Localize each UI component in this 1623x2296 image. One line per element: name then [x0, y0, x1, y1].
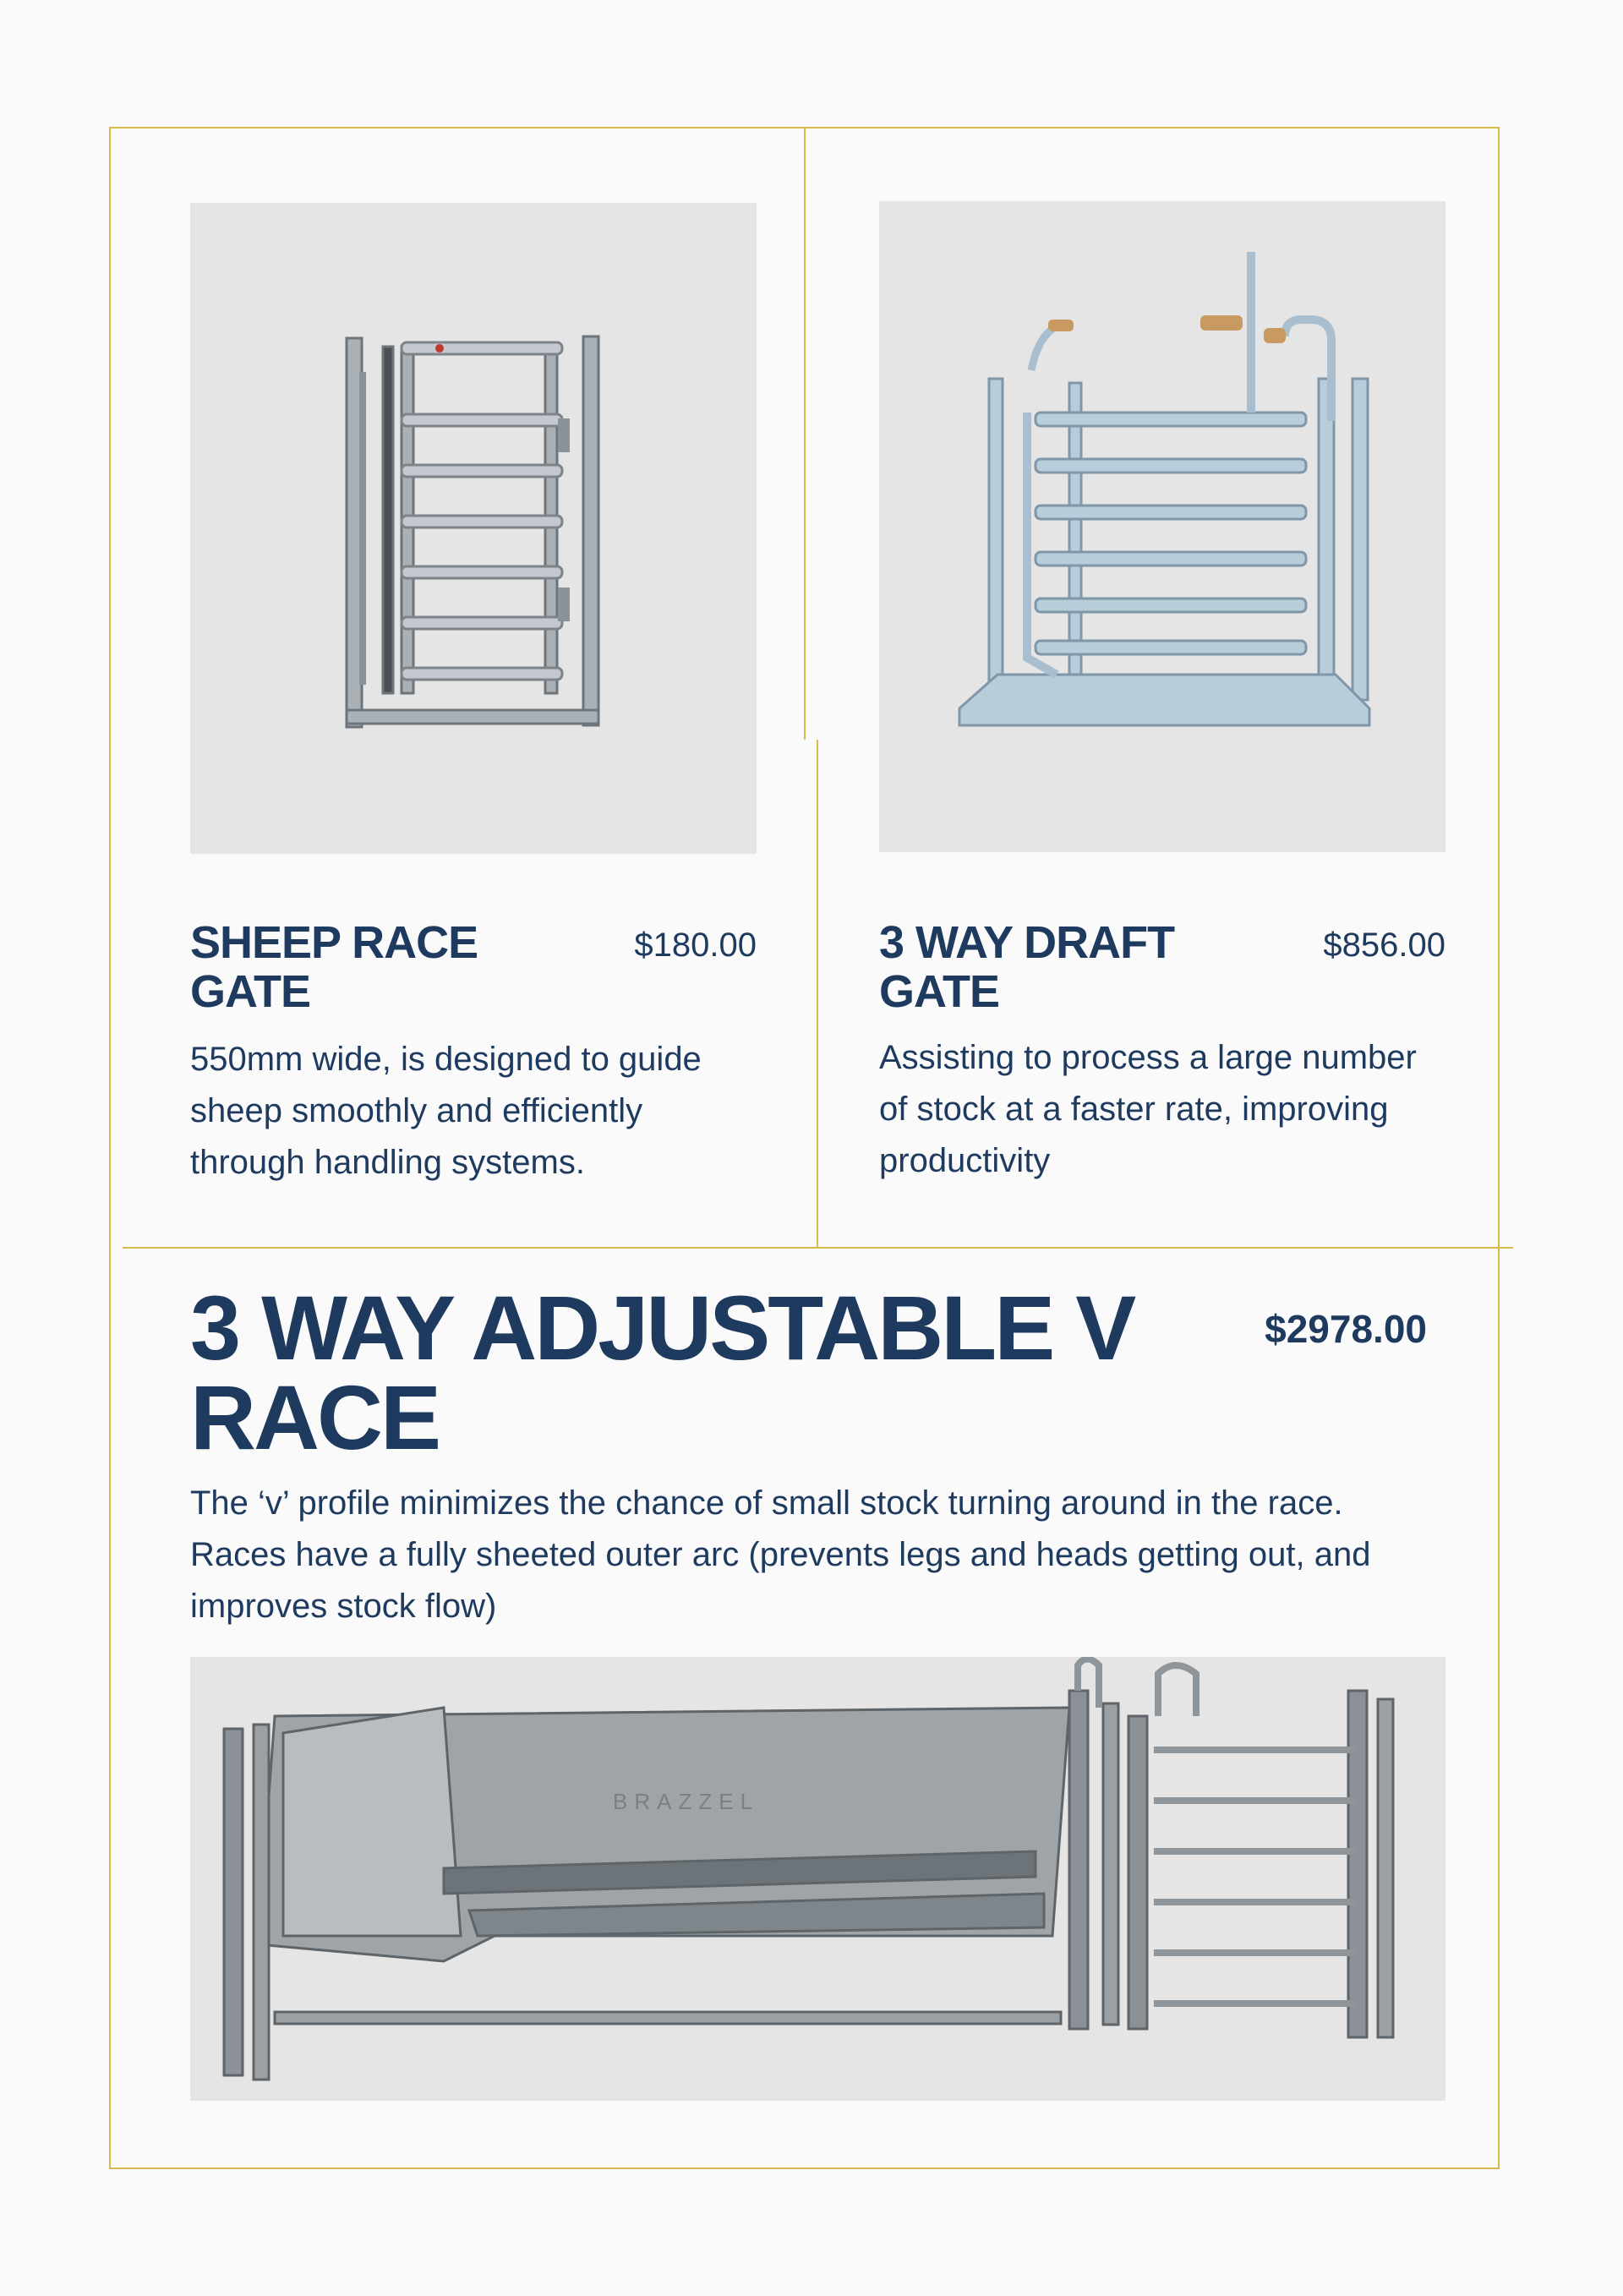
- product-title: 3 WAY ADJUSTABLE V RACE: [190, 1276, 1134, 1468]
- product-price: $180.00: [634, 927, 757, 964]
- sheep-race-gate-illustration: [190, 203, 757, 854]
- sheep-race-gate-image: [190, 203, 757, 854]
- v-race-illustration: [190, 1657, 1445, 2101]
- product-price: $2978.00: [1265, 1307, 1427, 1351]
- frame-middle-divider: [123, 1247, 1513, 1249]
- 3-way-draft-gate-image: [879, 201, 1445, 852]
- frame-left-border: [109, 127, 111, 2169]
- 3-way-draft-gate-illustration: [879, 201, 1445, 852]
- product-title: 3 WAY DRAFT GATE: [879, 917, 1175, 1017]
- product-price: $856.00: [1323, 927, 1445, 964]
- product-description: The ‘v’ profile minimizes the chance of small stock turning around in the race. Races have a fully sheeted outer arc (prevents legs and heads getting out, and improves stock flow): [190, 1484, 1371, 1625]
- frame-right-border: [1498, 127, 1500, 2169]
- svg-text:BRAZZEL: BRAZZEL: [613, 1789, 760, 1814]
- product-description: 550mm wide, is designed to guide sheep smoothly and efficiently through handling systems.: [190, 1041, 702, 1181]
- frame-vertical-divider: [804, 127, 806, 740]
- frame-bottom-border: [109, 2168, 1500, 2169]
- product-description: Assisting to process a large number of stock at a faster rate, improving productivity: [879, 1039, 1417, 1179]
- frame-vertical-divider-lower: [817, 740, 818, 1247]
- product-title: SHEEP RACE GATE: [190, 917, 478, 1017]
- 3-way-adjustable-v-race-image: [190, 1657, 1445, 2101]
